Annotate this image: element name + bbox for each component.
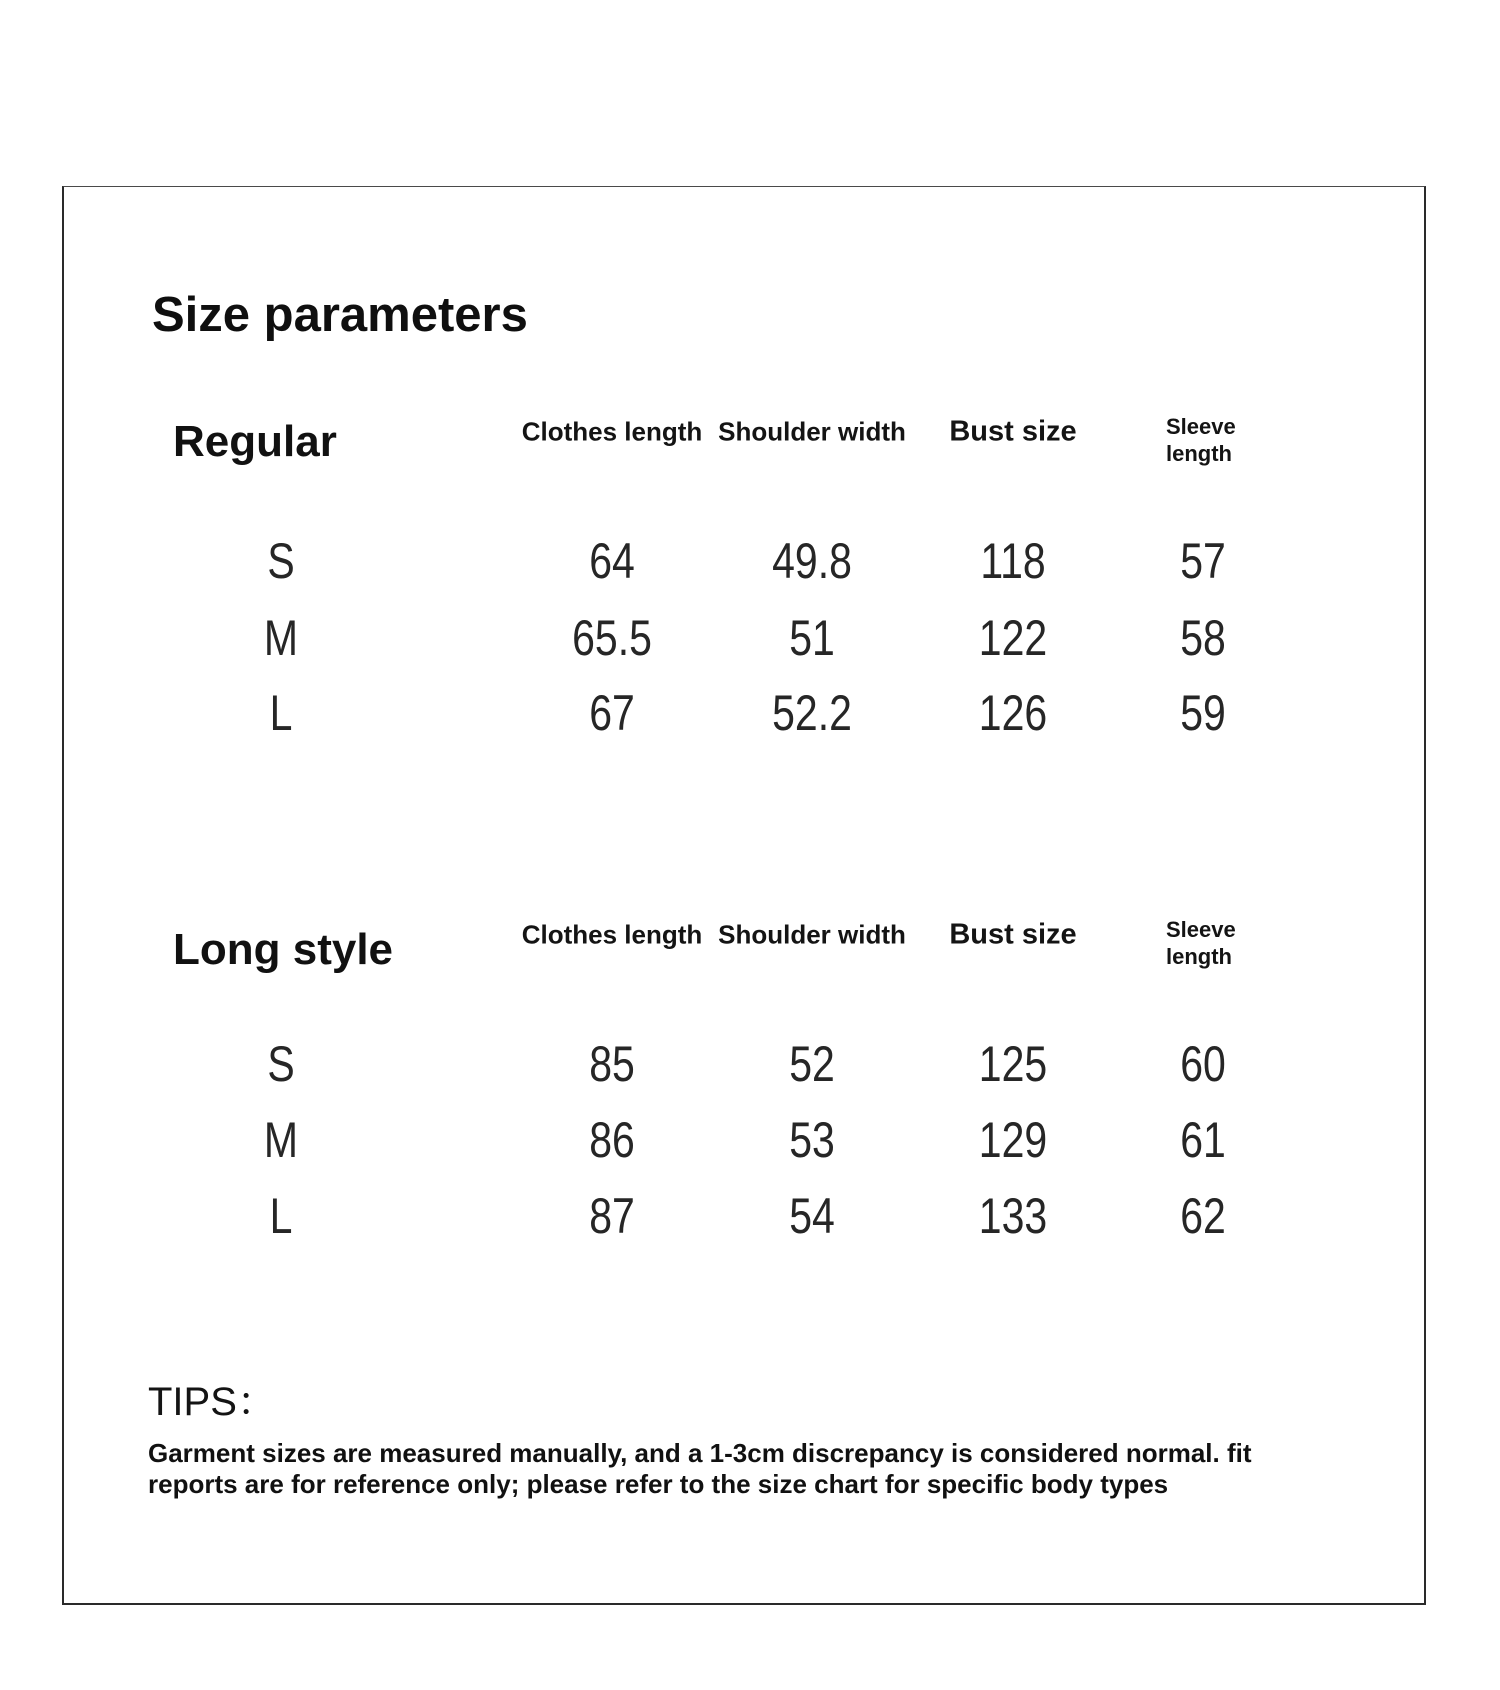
column-header-clothes-length: Clothes length (521, 919, 703, 950)
shoulder-width-value: 52.2 (772, 685, 852, 741)
shoulder-width-value: 53 (789, 1112, 835, 1168)
column-header-shoulder-width: Shoulder width (718, 919, 906, 950)
clothes-length-value: 85 (589, 1036, 635, 1092)
column-header-sleeve-length: Sleeve length (1166, 414, 1236, 466)
tips-body: Garment sizes are measured manually, and a 1-3cm discrepancy is considered normal. fit reports are for reference only; please refer to the size chart for specific body types (148, 1438, 1252, 1499)
sleeve-length-value: 61 (1180, 1112, 1226, 1168)
bust-size-value: 118 (980, 533, 1046, 589)
clothes-length-value: 87 (589, 1188, 635, 1244)
bust-size-value: 133 (978, 1188, 1048, 1244)
table-row (0, 1112, 1500, 1168)
column-header-shoulder-width: Shoulder width (718, 416, 906, 447)
size-label: S (267, 533, 295, 589)
column-header-sleeve-length: Sleeve length (1166, 917, 1236, 969)
size-label: S (267, 1036, 295, 1092)
page-title: Size parameters (152, 288, 528, 342)
size-label: L (269, 1188, 293, 1244)
column-header-bust-size: Bust size (949, 415, 1077, 448)
bust-size-value: 129 (978, 1112, 1048, 1168)
column-header-bust-size: Bust size (949, 918, 1077, 951)
table-row (0, 1036, 1500, 1092)
clothes-length-value: 64 (589, 533, 635, 589)
sleeve-length-value: 60 (1180, 1036, 1226, 1092)
column-header-clothes-length: Clothes length (521, 416, 703, 447)
table-header-row (0, 412, 1500, 466)
size-label: M (263, 610, 299, 666)
bust-size-value: 122 (978, 610, 1048, 666)
shoulder-width-value: 52 (789, 1036, 835, 1092)
table-row (0, 685, 1500, 741)
size-label: M (263, 1112, 299, 1168)
table-label-regular: Regular (173, 417, 337, 466)
shoulder-width-value: 51 (789, 610, 835, 666)
sleeve-length-value: 57 (1180, 533, 1226, 589)
tips-heading: TIPS： (148, 1380, 277, 1424)
sleeve-length-value: 62 (1180, 1188, 1226, 1244)
clothes-length-value: 67 (589, 685, 635, 741)
table-row (0, 610, 1500, 666)
table-row (0, 533, 1500, 589)
size-label: L (269, 685, 293, 741)
shoulder-width-value: 54 (789, 1188, 835, 1244)
clothes-length-value: 65.5 (572, 610, 652, 666)
table-row (0, 1188, 1500, 1244)
bust-size-value: 125 (978, 1036, 1048, 1092)
sleeve-length-value: 59 (1180, 685, 1226, 741)
bust-size-value: 126 (978, 685, 1048, 741)
shoulder-width-value: 49.8 (772, 533, 852, 589)
table-label-long-style: Long style (173, 925, 394, 974)
table-header-row (0, 915, 1500, 969)
sleeve-length-value: 58 (1180, 610, 1226, 666)
clothes-length-value: 86 (589, 1112, 635, 1168)
